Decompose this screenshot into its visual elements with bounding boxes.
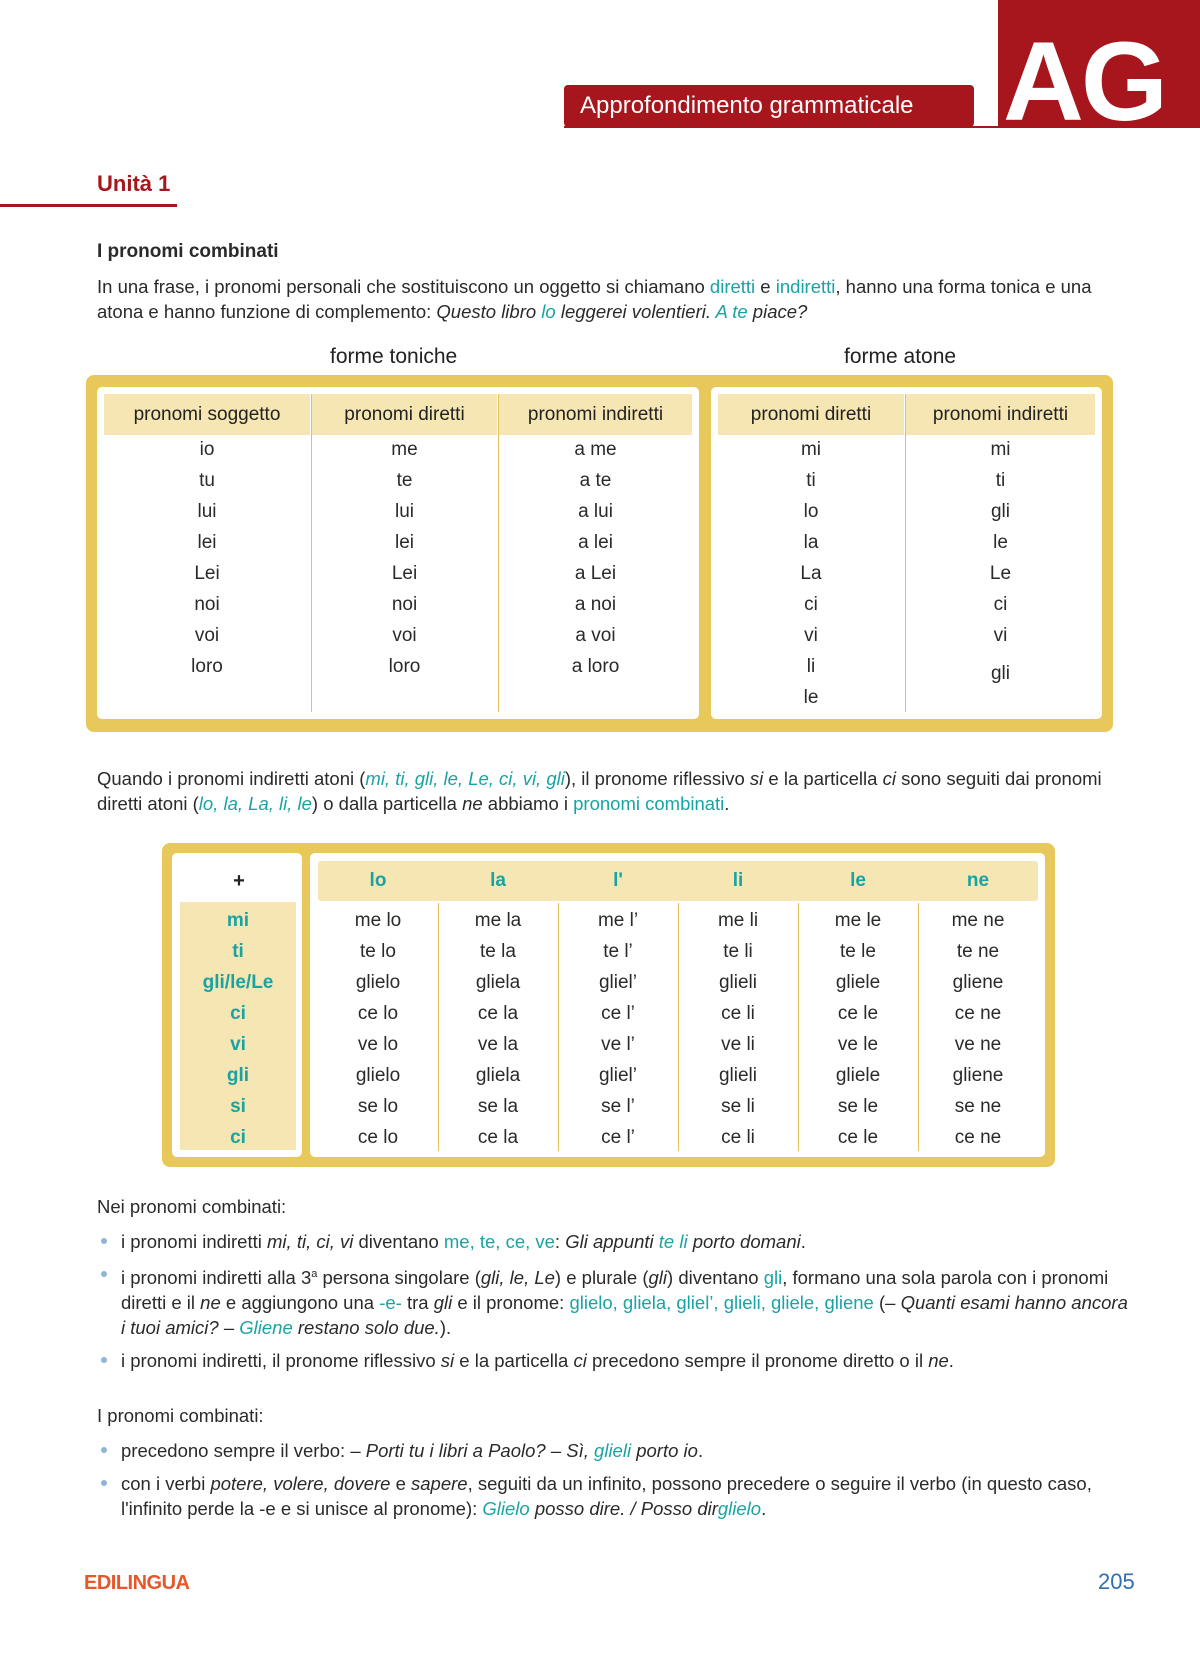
page-number: 205 (1098, 1569, 1135, 1594)
table-cell: a voi (575, 625, 616, 646)
table-cell: Le (989, 563, 1012, 584)
list-item: con i verbi potere, volere, dovere e sapere, seguiti da un infinito, possono precedere o seguire il verbo (in questo caso, l'infinito perde la -e e si unisce al pronome): Glielo posso dire. / Posso dirglielo. (97, 1471, 1137, 1521)
table-cell: se la (477, 1096, 519, 1117)
table-cell: ce l’ (601, 1127, 635, 1148)
table-cell: ti (806, 470, 816, 491)
table-cell: me lo (354, 910, 402, 931)
table-cell: ce li (721, 1003, 755, 1024)
table-cell: noi (194, 594, 220, 615)
column-la (438, 905, 558, 1153)
table-cell: noi (391, 594, 418, 615)
table-cell: me le (834, 910, 882, 931)
header-ne: ne (966, 870, 990, 891)
column-le (798, 905, 918, 1153)
table-cell: ce la (477, 1003, 519, 1024)
table-cell: lui (394, 501, 414, 522)
table-cell: se le (837, 1096, 879, 1117)
table-cell: te ne (956, 941, 1000, 962)
row-header-gli-le-le: gli/le/Le (202, 972, 274, 993)
table-cell: lo (803, 501, 819, 522)
unit-title: Unità 1 (97, 171, 171, 196)
table-cell: glieli (718, 972, 758, 993)
table-cell: a lui (578, 501, 613, 522)
table-cell: Lei (391, 563, 418, 584)
table-cell: se li (721, 1096, 755, 1117)
table-cell: glielo (355, 1065, 401, 1086)
table-cell: gliel’ (598, 972, 638, 993)
header-li: li (732, 870, 744, 891)
column-diretti-atoni (718, 434, 904, 714)
column-ne (918, 905, 1038, 1153)
column-indiretti-atoni (906, 434, 1095, 714)
forme-atone-label: forme atone (844, 345, 957, 368)
table-cell: vi (804, 625, 818, 646)
list-item: precedono sempre il verbo: – Porti tu i libri a Paolo? – Sì, glieli porto io. (97, 1438, 1137, 1463)
row-header-vi: vi (230, 1034, 246, 1055)
list-item: i pronomi indiretti, il pronome riflessivo si e la particella ci precedono sempre il pronome diretto o il ne. (97, 1348, 1137, 1373)
bullet-icon (101, 1238, 107, 1244)
table-cell: ce le (837, 1127, 879, 1148)
table-cell: ce la (477, 1127, 519, 1148)
header-la: la (490, 870, 506, 891)
row-header-mi: mi (226, 910, 250, 931)
table-cell: te (396, 470, 413, 491)
table-cell: loro (191, 656, 223, 677)
section-banner: Approfondimento grammaticale (564, 85, 974, 127)
table-cell: ve l’ (601, 1034, 635, 1055)
table-cell: ce ne (954, 1003, 1002, 1024)
table-cell: le (803, 687, 819, 708)
table-cell: a loro (571, 656, 620, 677)
row-header-ci-particle: ci (230, 1127, 246, 1148)
header-pronomi-soggetto: pronomi soggetto (104, 394, 310, 435)
table-cell: a noi (574, 594, 617, 615)
table-cell: gli (990, 663, 1010, 684)
table-cell: te la (480, 941, 516, 962)
table-cell: vi (993, 625, 1008, 646)
table-cell: me l’ (597, 910, 639, 931)
notes-list-2 (97, 1438, 1137, 1529)
header-pronomi-indiretti-tonici: pronomi indiretti (499, 394, 692, 435)
bullet-icon (101, 1447, 107, 1453)
table-cell: se ne (954, 1096, 1002, 1117)
table-cell: gli (990, 501, 1010, 522)
publisher-logo: EDILINGUA (84, 1572, 190, 1594)
table-cell: gliele (835, 972, 881, 993)
table-cell: a me (574, 439, 617, 460)
column-diretti-tonici (312, 434, 497, 714)
table-cell: te le (840, 941, 876, 962)
table-cell: le (993, 532, 1008, 553)
table-cell: mi (990, 439, 1011, 460)
section-title: I pronomi combinati (97, 241, 279, 262)
table-cell: se l’ (601, 1096, 635, 1117)
table-cell: a Lei (574, 563, 617, 584)
table-cell: lui (197, 501, 217, 522)
table-cell: Lei (194, 563, 220, 584)
ag-badge-label: AG (1003, 19, 1165, 144)
table-cell: a lei (578, 532, 613, 553)
notes-title-2: I pronomi combinati: (97, 1405, 264, 1426)
list-item: i pronomi indiretti mi, ti, ci, vi diventano me, te, ce, ve: Gli appunti te li porto domani. (97, 1229, 1137, 1254)
row-header-ti: ti (232, 941, 244, 962)
header-l-apostrophe: l' (613, 870, 623, 891)
header-divider (564, 126, 998, 128)
table-cell: a te (579, 470, 612, 491)
bullet-icon (101, 1271, 107, 1277)
table-cell: la (803, 532, 819, 553)
table-cell: li (806, 656, 816, 677)
table-cell: se lo (357, 1096, 399, 1117)
unit-underline (0, 204, 177, 207)
table-cell: gliene (952, 1065, 1004, 1086)
table-cell: me ne (951, 910, 1005, 931)
table-cell: ti (995, 470, 1006, 491)
row-header-gli: gli (226, 1065, 250, 1086)
table-cell: La (800, 563, 822, 584)
table-cell: te li (723, 941, 753, 962)
table-cell: mi (800, 439, 822, 460)
table-cell: te lo (360, 941, 396, 962)
table-cell: ci (993, 594, 1008, 615)
table-cell: me la (474, 910, 522, 931)
bullet-icon (101, 1480, 107, 1486)
header-lo: lo (369, 870, 387, 891)
table-cell: loro (388, 656, 421, 677)
table-cell: ve lo (357, 1034, 399, 1055)
list-item: i pronomi indiretti alla 3$^a$ persona singolare (gli, le, Le) e plurale (gli) diventano gli, formano una sola parola con i pronomi diretti e il ne e aggiungono una -e- tra gli e il pronome: glielo, gliela, gliel’, glieli, gliele, gliene (– Quanti esami hanno ancora i tuoi amici? – Gliene restano solo due.). (97, 1262, 1137, 1340)
header-pronomi-diretti-tonici: pronomi diretti (312, 394, 497, 435)
table-cell: gliene (952, 972, 1004, 993)
table-cell: lei (197, 532, 217, 553)
column-li (678, 905, 798, 1153)
table-cell: me li (717, 910, 759, 931)
table-cell: te l’ (603, 941, 633, 962)
intro-paragraph: In una frase, i pronomi personali che sostituiscono un oggetto si chiamano diretti e indiretti, hanno una forma tonica e una atona e hanno funzione di complemento: Questo libro lo leggerei volentieri. A te piace? (97, 276, 1092, 322)
column-indiretti-tonici (499, 434, 692, 714)
table-cell: ve le (837, 1034, 879, 1055)
plus-sign: + (233, 870, 245, 892)
table-cell: ce ne (954, 1127, 1002, 1148)
table-cell: voi (392, 625, 417, 646)
table-cell: tu (199, 470, 215, 491)
table-cell: ce lo (357, 1127, 399, 1148)
table-cell: ve la (477, 1034, 519, 1055)
table-cell: ve li (721, 1034, 755, 1055)
column-lo (318, 905, 438, 1153)
table-cell: ce le (837, 1003, 879, 1024)
table-cell: io (199, 439, 215, 460)
table-cell: glieli (718, 1065, 758, 1086)
row-header-si: si (230, 1096, 246, 1117)
header-le: le (850, 870, 866, 891)
table-cell: ve ne (954, 1034, 1002, 1055)
table-cell: glielo (355, 972, 401, 993)
table-cell: ce lo (357, 1003, 399, 1024)
table-cell: ci (804, 594, 818, 615)
column-l-apostrophe (558, 905, 678, 1153)
column-soggetto (104, 434, 310, 714)
table-cell: ce l’ (601, 1003, 635, 1024)
table-cell: me (391, 439, 418, 460)
table-cell: voi (194, 625, 220, 646)
table-cell: gliel’ (598, 1065, 638, 1086)
table-cell: ce li (721, 1127, 755, 1148)
forme-toniche-label: forme toniche (330, 345, 458, 368)
table-cell: gliela (475, 1065, 521, 1086)
header-pronomi-indiretti-atoni: pronomi indiretti (906, 394, 1095, 435)
row-header-column (180, 905, 296, 1153)
table-cell: lei (394, 532, 414, 553)
row-header-ci: ci (230, 1003, 246, 1024)
combined-pronouns-intro: Quando i pronomi indiretti atoni (mi, ti, gli, le, Le, ci, vi, gli), il pronome riflessivo si e la particella ci sono seguiti dai pronomi diretti atoni (lo, la, La, li, le) o dalla particella ne abbiamo i pronomi combinati. (97, 768, 1102, 814)
header-pronomi-diretti-atoni: pronomi diretti (718, 394, 904, 435)
notes-list (97, 1229, 1137, 1381)
table-cell: gliela (475, 972, 521, 993)
notes-title: Nei pronomi combinati: (97, 1196, 287, 1217)
bullet-icon (101, 1357, 107, 1363)
table-cell: gliele (835, 1065, 881, 1086)
